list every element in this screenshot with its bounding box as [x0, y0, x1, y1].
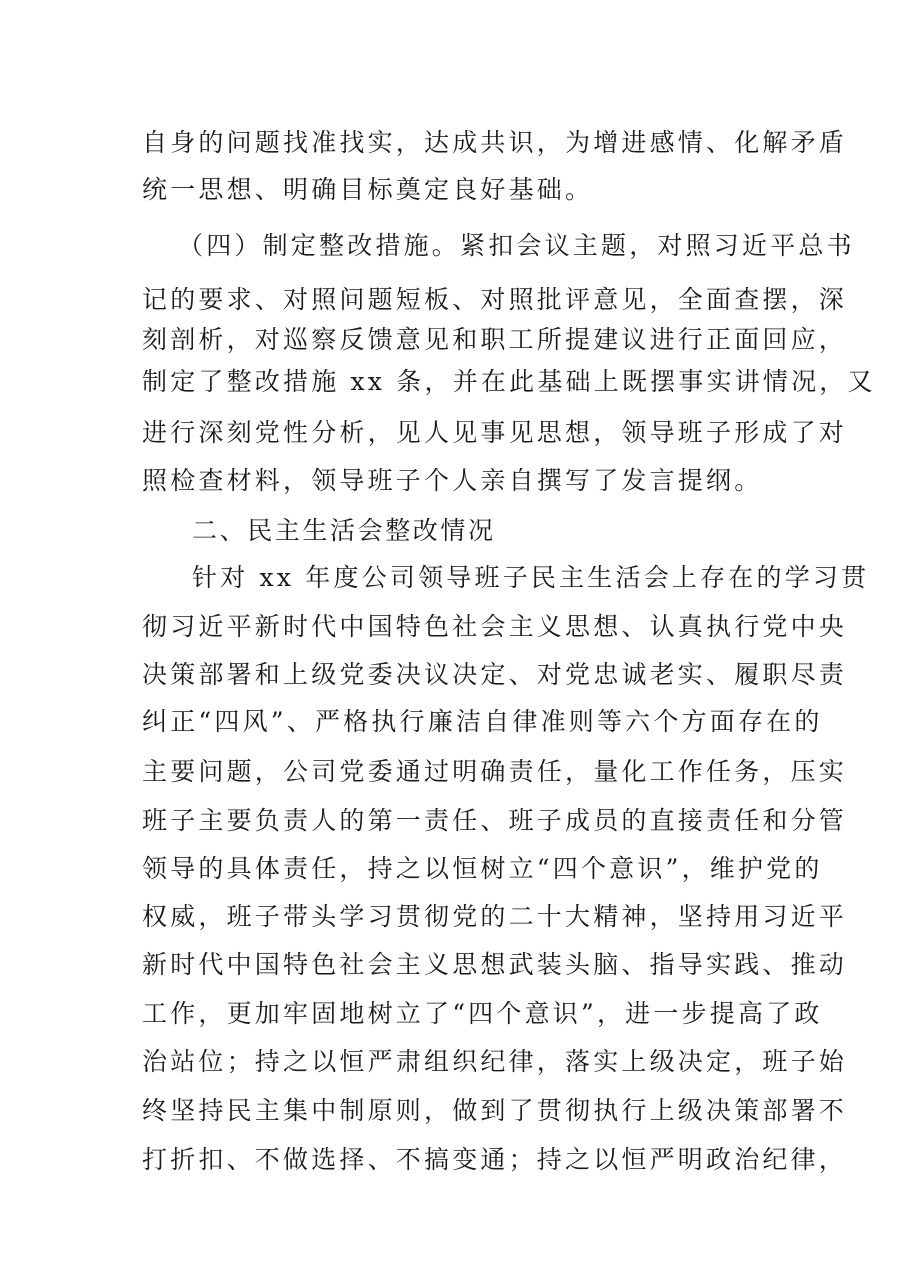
- text-line: 进行深刻党性分析，见人见事见思想，领导班子形成了对: [142, 418, 848, 447]
- text-line: 权威，班子带头学习贯彻党的二十大精神，坚持用习近平: [142, 902, 848, 931]
- text-line: 自身的问题找准找实，达成共识，为增进感情、化解矛盾: [142, 128, 848, 157]
- text-line: 制定了整改措施 xx 条，并在此基础上既摆事实讲情况，又: [142, 367, 876, 396]
- section-heading-4: （四）制定整改措施。紧扣会议主题，对照习近平总书: [178, 231, 855, 260]
- text-line: 纠正“四风”、严格执行廉洁自律准则等六个方面存在的: [142, 707, 823, 736]
- text-line: 照检查材料，领导班子个人亲自撰写了发言提纲。: [142, 466, 763, 495]
- text-line: 终坚持民主集中制原则，做到了贯彻执行上级决策部署不: [142, 1096, 848, 1125]
- text-line: 工作，更加牢固地树立了“四个意识”，进一步提高了政: [142, 999, 823, 1028]
- text-line: 治站位；持之以恒严肃组织纪律，落实上级决定，班子始: [142, 1047, 848, 1076]
- text-line: 刻剖析，对巡察反馈意见和职工所提建议进行正面回应，: [142, 325, 848, 354]
- text-line: 记的要求、对照问题短板、对照批评意见，全面查摆，深: [142, 285, 848, 314]
- text-line: 领导的具体责任，持之以恒树立“四个意识”，维护党的: [142, 854, 823, 883]
- text-line: 决策部署和上级党委决议决定、对党忠诚老实、履职尽责: [142, 660, 848, 689]
- text-line: 针对 xx 年度公司领导班子民主生活会上存在的学习贯: [192, 563, 870, 592]
- text-line: 主要问题，公司党委通过明确责任，量化工作任务，压实: [142, 757, 848, 786]
- text-line: 新时代中国特色社会主义思想武装头脑、指导实践、推动: [142, 950, 848, 979]
- text-line: 统一思想、明确目标奠定良好基础。: [142, 175, 594, 204]
- text-line: 班子主要负责人的第一责任、班子成员的直接责任和分管: [142, 806, 848, 835]
- section-heading-2: 二、民主生活会整改情况: [192, 516, 496, 545]
- text-line: 彻习近平新时代中国特色社会主义思想、认真执行党中央: [142, 612, 848, 641]
- text-line: 打折扣、不做选择、不搞变通；持之以恒严明政治纪律，: [142, 1145, 848, 1174]
